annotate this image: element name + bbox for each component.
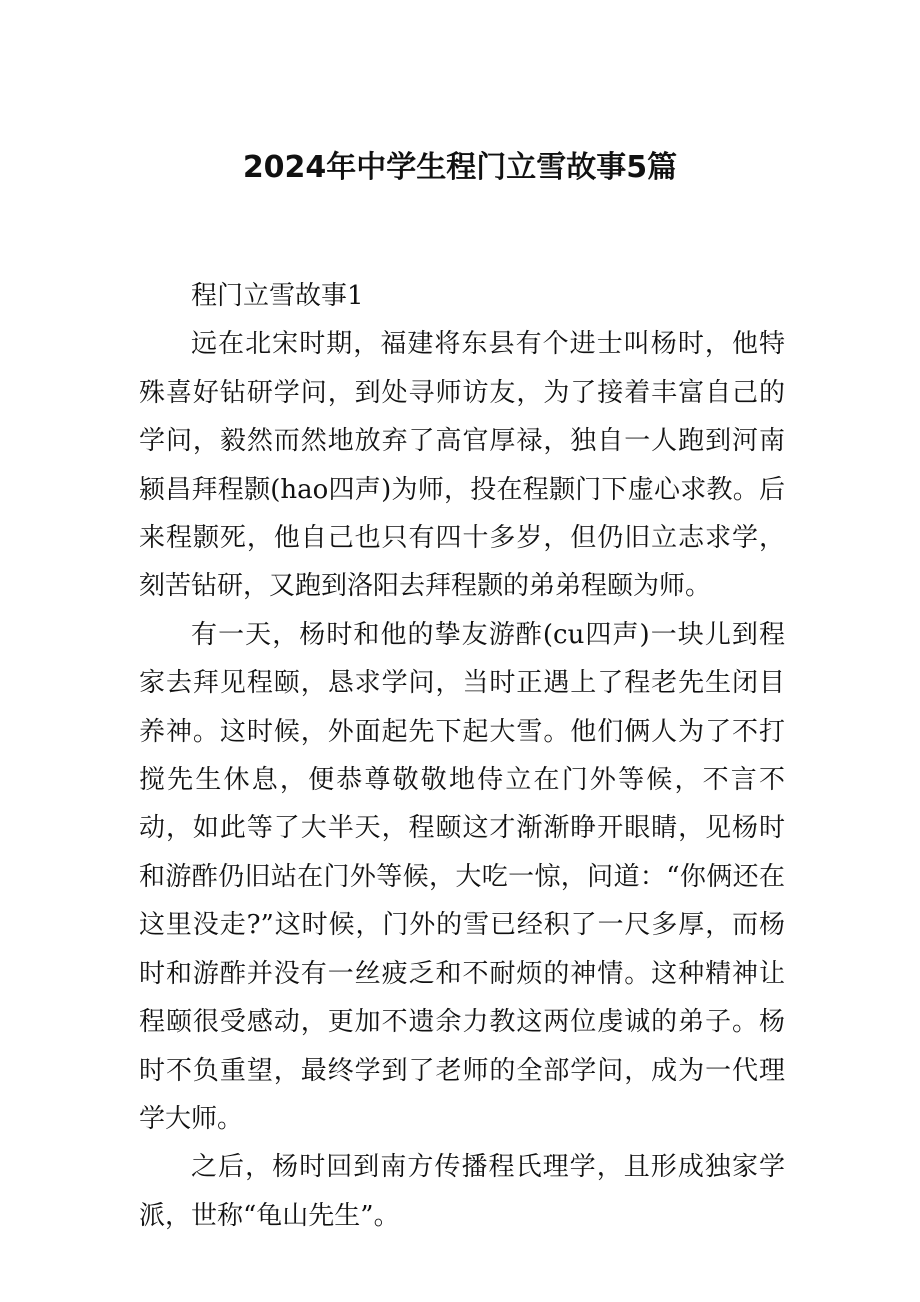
paragraph-2: 有一天，杨时和他的挚友游酢(cu四声)一块儿到程家去拜见程颐，恳求学问，当时正遇上了程老先生闭目养神。这时候，外面起先下起大雪。他们俩人为了不打搅先生休息，便恭尊敬敬地侍立在门外等候，不言不动，如此等了大半天，程颐这才渐渐睁开眼睛，见杨时和游酢仍旧站在门外等候，大吃一惊，问道：“你俩还在这里没走?”这时候，门外的雪已经积了一尺多厚，而杨时和游酢并没有一丝疲乏和不耐烦的神情。这种精神让程颐很受感动，更加不遗余力教这两位虔诚的弟子。杨时不负重望，最终学到了老师的全部学问，成为一代理学大师。	[139, 619, 785, 1134]
paragraph-3: 之后，杨时回到南方传播程氏理学，且形成独家学派，世称“龟山先生”。	[139, 1152, 785, 1231]
section-heading: 程门立雪故事1	[191, 281, 364, 311]
document-title: 2024年中学生程门立雪故事5篇	[242, 150, 678, 185]
paragraph-1: 远在北宋时期，福建将东县有个进士叫杨时，他特殊喜好钻研学问，到处寻师访友，为了接着丰富自己的学问，毅然而然地放弃了高官厚禄，独自一人跑到河南颍昌拜程颢(hao四声)为师，投在程颢门下虚心求教。后来程颢死，他自己也只有四十多岁，但仍旧立志求学，刻苦钻研，又跑到洛阳去拜程颢的弟弟程颐为师。	[139, 329, 785, 602]
document-body	[139, 272, 785, 1240]
